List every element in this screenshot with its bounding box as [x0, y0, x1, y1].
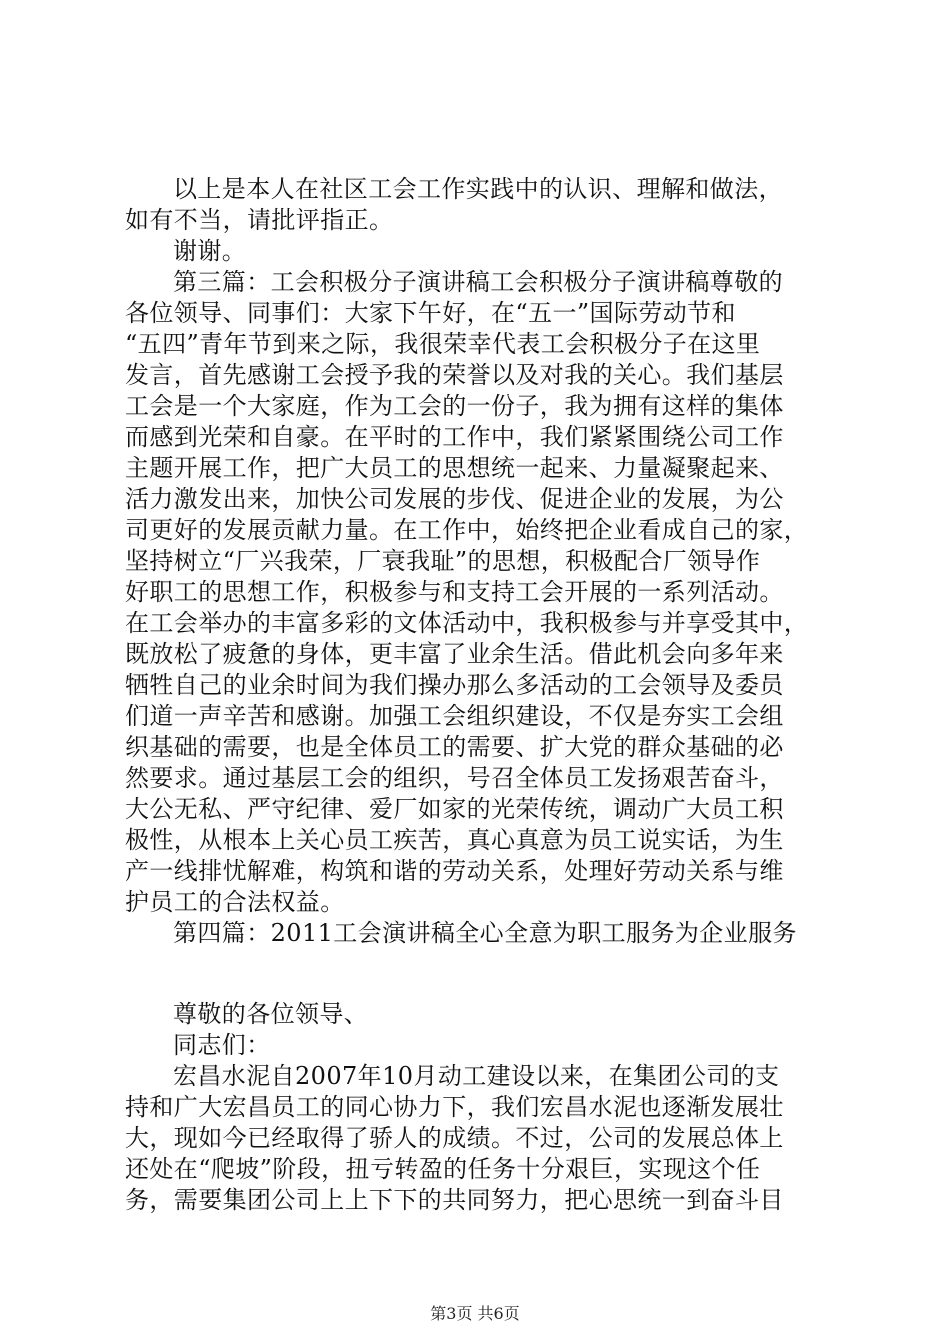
- text-line: 第三篇：工会积极分子演讲稿工会积极分子演讲稿尊敬的: [173, 268, 783, 296]
- text-line: 然要求。通过基层工会的组织，号召全体员工发扬艰苦奋斗，: [125, 764, 784, 792]
- text-line: 极性，从根本上关心员工疾苦，真心真意为员工说实话，为生: [125, 826, 784, 854]
- text-line: “五四”青年节到来之际，我很荣幸代表工会积极分子在这里: [125, 330, 761, 358]
- text-line: 司更好的发展贡献力量。在工作中，始终把企业看成自己的家，: [125, 516, 809, 544]
- text-line: 各位领导、同事们：大家下午好，在“五一”国际劳动节和: [125, 299, 736, 327]
- text-line: 如有不当，请批评指正。: [125, 206, 394, 234]
- paragraph-company-intro: [125, 1061, 840, 1216]
- text-line: 主题开展工作，把广大员工的思想统一起来、力量凝聚起来、: [125, 454, 784, 482]
- text-line: 工会是一个大家庭，作为工会的一份子，我为拥有这样的集体: [125, 392, 784, 420]
- text-line: 第四篇：2011工会演讲稿全心全意为职工服务为企业服务: [173, 919, 797, 947]
- text-line: 务，需要集团公司上上下下的共同努力，把心思统一到奋斗目: [125, 1186, 784, 1214]
- text-line: 护员工的合法权益。: [125, 888, 345, 916]
- text-line: 还处在“爬坡”阶段，扭亏转盈的任务十分艰巨，实现这个任: [125, 1155, 761, 1183]
- text-line: 大，现如今已经取得了骄人的成绩。不过，公司的发展总体上: [125, 1124, 784, 1152]
- text-line: 牺牲自己的业余时间为我们操办那么多活动的工会领导及委员: [125, 671, 784, 699]
- text-line: 既放松了疲惫的身体，更丰富了业余生活。借此机会向多年来: [125, 640, 784, 668]
- text-line: 大公无私、严守纪律、爱厂如家的光荣传统，调动广大员工积: [125, 795, 784, 823]
- text-line: 而感到光荣和自豪。在平时的工作中，我们紧紧围绕公司工作: [125, 423, 784, 451]
- text-line: 宏昌水泥自2007年10月动工建设以来，在集团公司的支: [173, 1062, 780, 1090]
- text-line: 谢谢。: [173, 237, 247, 265]
- text-line: 发言，首先感谢工会授予我的荣誉以及对我的关心。我们基层: [125, 361, 784, 389]
- paragraph-thanks: [125, 236, 840, 267]
- text-line: 尊敬的各位领导、: [173, 1000, 369, 1028]
- text-line: 们道一声辛苦和感谢。加强工会组织建设，不仅是夯实工会组: [125, 702, 784, 730]
- text-line: 在工会举办的丰富多彩的文体活动中，我积极参与并享受其中，: [125, 609, 809, 637]
- page-number-footer: 第3页 共6页: [430, 1304, 520, 1323]
- text-line: 产一线排忧解难，构筑和谐的劳动关系，处理好劳动关系与维: [125, 857, 784, 885]
- text-line: 坚持树立“厂兴我荣，厂衰我耻”的思想，积极配合厂领导作: [125, 547, 761, 575]
- text-line: 活力激发出来，加快公司发展的步伐、促进企业的发展，为公: [125, 485, 784, 513]
- document-body: [125, 174, 840, 1216]
- text-line: 好职工的思想工作，积极参与和支持工会开展的一系列活动。: [125, 578, 784, 606]
- paragraph-gap: [125, 949, 840, 999]
- text-line: 织基础的需要，也是全体员工的需要、扩大党的群众基础的必: [125, 733, 784, 761]
- paragraph-closing-remarks: [125, 174, 840, 236]
- text-line: 持和广大宏昌员工的同心协力下，我们宏昌水泥也逐渐发展壮: [125, 1093, 784, 1121]
- paragraph-salutation: [125, 999, 840, 1061]
- text-line: 同志们：: [173, 1031, 271, 1059]
- text-line: 以上是本人在社区工会工作实践中的认识、理解和做法，: [173, 175, 783, 203]
- paragraph-section-four-title: [125, 918, 840, 949]
- paragraph-section-three: [125, 267, 840, 918]
